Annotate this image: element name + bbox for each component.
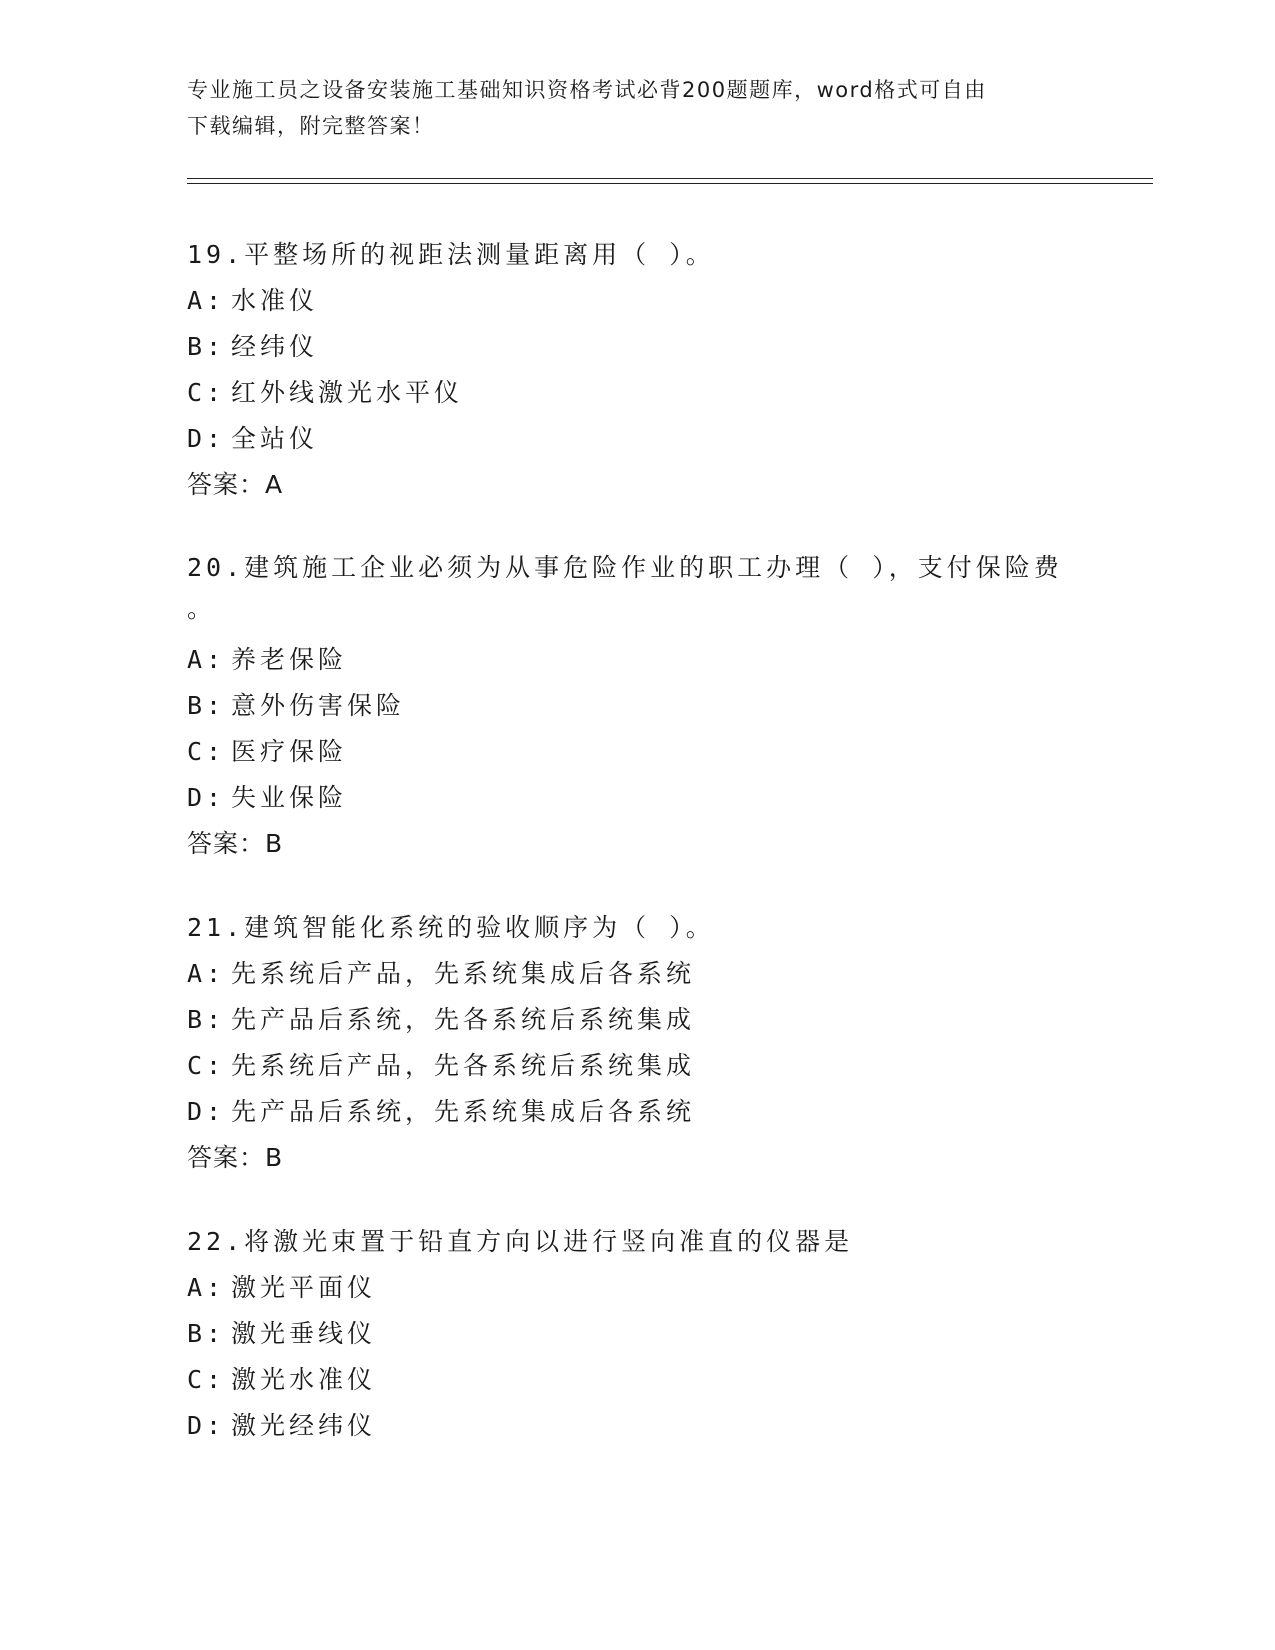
document-header	[187, 72, 1087, 144]
option-label: D:	[187, 783, 226, 812]
question-21	[187, 905, 1087, 1181]
option-text: 先系统后产品，先系统集成后各系统	[231, 959, 696, 988]
option-text: 激光水准仪	[231, 1365, 377, 1394]
option-text: 先系统后产品，先各系统后系统集成	[231, 1051, 696, 1080]
option-text: 医疗保险	[231, 737, 348, 766]
option-a	[187, 1265, 1087, 1311]
question-stem: 19.平整场所的视距法测量距离用（ ）。	[187, 240, 715, 269]
header-divider-bottom	[187, 183, 1153, 184]
option-text: 全站仪	[231, 424, 319, 453]
option-label: B:	[187, 332, 226, 361]
header-line-1: 专业施工员之设备安装施工基础知识资格考试必背200题题库，word格式可自由	[187, 78, 987, 102]
option-text: 水准仪	[231, 286, 319, 315]
option-label: A:	[187, 1273, 226, 1302]
answer: 答案：A	[187, 470, 284, 499]
option-c	[187, 1357, 1087, 1403]
question-stem-continuation: 。	[187, 594, 217, 623]
question-19	[187, 232, 1087, 508]
header-line-2: 下载编辑，附完整答案！	[187, 114, 435, 138]
option-a	[187, 637, 1087, 683]
option-label: D:	[187, 1097, 226, 1126]
option-d	[187, 775, 1087, 821]
option-label: D:	[187, 424, 226, 453]
option-b	[187, 1311, 1087, 1357]
option-text: 红外线激光水平仪	[231, 378, 464, 407]
option-b	[187, 997, 1087, 1043]
option-c	[187, 1043, 1087, 1089]
question-stem: 21.建筑智能化系统的验收顺序为（ ）。	[187, 913, 715, 942]
option-text: 先产品后系统，先各系统后系统集成	[231, 1005, 696, 1034]
option-d	[187, 1403, 1087, 1449]
option-text: 养老保险	[231, 645, 348, 674]
option-c	[187, 729, 1087, 775]
option-a	[187, 951, 1087, 997]
option-text: 激光经纬仪	[231, 1411, 377, 1440]
option-text: 失业保险	[231, 783, 348, 812]
option-text: 先产品后系统，先系统集成后各系统	[231, 1097, 696, 1126]
option-a	[187, 278, 1087, 324]
option-text: 激光垂线仪	[231, 1319, 377, 1348]
option-label: C:	[187, 378, 226, 407]
option-b	[187, 683, 1087, 729]
option-label: A:	[187, 286, 226, 315]
question-20	[187, 545, 1087, 867]
option-d	[187, 1089, 1087, 1135]
question-stem: 20.建筑施工企业必须为从事危险作业的职工办理（ ），支付保险费	[187, 553, 1063, 582]
option-label: C:	[187, 1051, 226, 1080]
option-label: B:	[187, 691, 226, 720]
header-divider-top	[187, 178, 1153, 179]
option-label: D:	[187, 1411, 226, 1440]
answer: 答案：B	[187, 1143, 284, 1172]
option-text: 意外伤害保险	[231, 691, 406, 720]
option-label: C:	[187, 1365, 226, 1394]
option-label: A:	[187, 959, 226, 988]
option-label: C:	[187, 737, 226, 766]
option-label: B:	[187, 1319, 226, 1348]
option-label: A:	[187, 645, 226, 674]
option-text: 经纬仪	[231, 332, 319, 361]
question-22	[187, 1219, 1087, 1449]
option-b	[187, 324, 1087, 370]
option-c	[187, 370, 1087, 416]
answer: 答案：B	[187, 829, 284, 858]
option-text: 激光平面仪	[231, 1273, 377, 1302]
question-stem: 22.将激光束置于铅直方向以进行竖向准直的仪器是	[187, 1227, 854, 1256]
option-label: B:	[187, 1005, 226, 1034]
option-d	[187, 416, 1087, 462]
